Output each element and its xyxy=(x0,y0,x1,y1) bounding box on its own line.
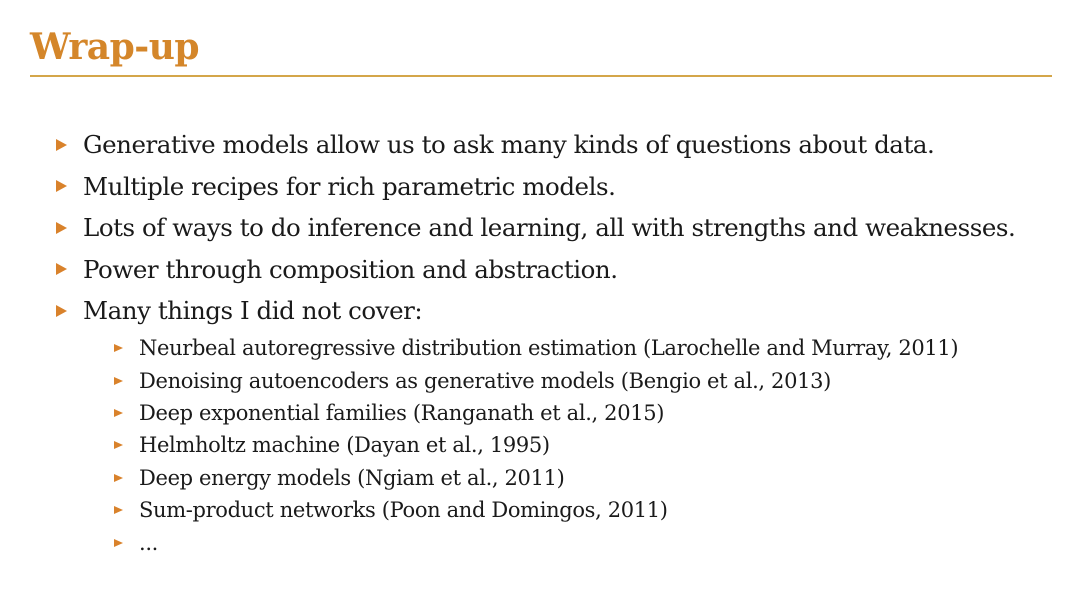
triangle-bullet-icon xyxy=(114,409,123,417)
triangle-bullet-icon xyxy=(114,344,123,352)
sub-bullet-text: Helmholtz machine (Dayan et al., 1995) xyxy=(139,433,550,458)
sub-bullet-item xyxy=(114,526,1074,558)
slide-title: Wrap-up xyxy=(30,26,200,68)
triangle-bullet-icon xyxy=(114,539,123,547)
sub-bullet-text: Neurbeal autoregressive distribution estimation (Larochelle and Murray, 2011) xyxy=(139,336,959,361)
triangle-bullet-icon xyxy=(114,441,123,449)
triangle-bullet-icon xyxy=(56,263,67,275)
sub-bullet-text: ... xyxy=(139,530,158,555)
sub-bullet-item xyxy=(114,397,1074,429)
sub-bullet-text: Deep exponential families (Ranganath et al., 2015) xyxy=(139,400,665,425)
sub-bullet-item xyxy=(114,429,1074,461)
triangle-bullet-icon xyxy=(56,305,67,317)
bullet-item xyxy=(56,249,1066,291)
sub-bullet-list xyxy=(56,332,1074,559)
sub-bullet-item xyxy=(114,462,1074,494)
triangle-bullet-icon xyxy=(114,377,123,385)
sub-bullet-text: Denoising autoencoders as generative models (Bengio et al., 2013) xyxy=(139,368,831,393)
bullet-item xyxy=(56,207,1066,249)
sub-bullet-item xyxy=(114,332,1074,364)
triangle-bullet-icon xyxy=(56,139,67,151)
bullet-text: Generative models allow us to ask many kinds of questions about data. xyxy=(83,130,935,160)
bullet-text: Multiple recipes for rich parametric models. xyxy=(83,171,616,201)
triangle-bullet-icon xyxy=(56,222,67,234)
bullet-item xyxy=(56,124,1066,166)
title-divider xyxy=(30,75,1052,77)
bullet-list xyxy=(56,124,1066,332)
bullet-text: Power through composition and abstraction. xyxy=(83,254,618,284)
triangle-bullet-icon xyxy=(114,474,123,482)
sub-bullet-text: Deep energy models (Ngiam et al., 2011) xyxy=(139,465,565,490)
sub-bullet-item xyxy=(114,364,1074,396)
bullet-item xyxy=(56,166,1066,208)
bullet-text: Many things I did not cover: xyxy=(83,296,423,326)
sub-bullet-text: Sum-product networks (Poon and Domingos, 2011) xyxy=(139,498,668,523)
triangle-bullet-icon xyxy=(114,506,123,514)
bullet-item xyxy=(56,290,1066,332)
triangle-bullet-icon xyxy=(56,180,67,192)
sub-bullet-item xyxy=(114,494,1074,526)
bullet-text: Lots of ways to do inference and learning, all with strengths and weaknesses. xyxy=(83,213,1016,243)
